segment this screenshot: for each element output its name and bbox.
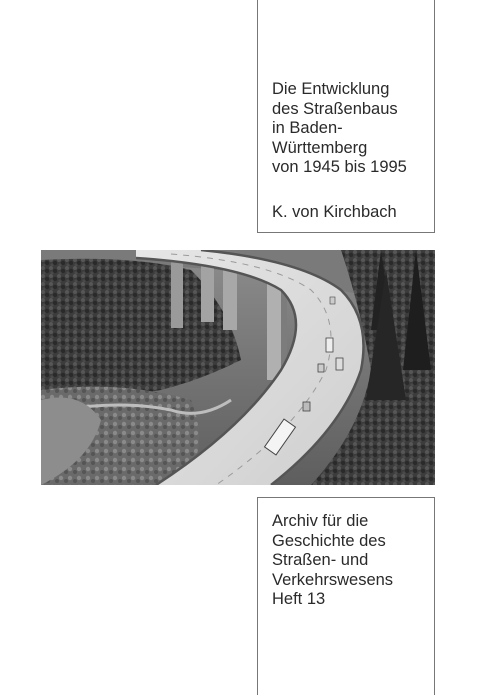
viaduct-photo-illustration <box>41 250 435 485</box>
author-name: K. von Kirchbach <box>272 203 397 221</box>
series-info <box>272 512 393 610</box>
frame-line-bottom-right <box>434 497 435 695</box>
title-line: von 1945 bis 1995 <box>272 158 407 176</box>
series-line: Verkehrswesens <box>272 570 394 589</box>
frame-line-title-bottom <box>257 232 435 233</box>
series-line: Archiv für die <box>272 512 369 530</box>
series-line: Geschichte des <box>272 531 386 550</box>
frame-line-bottom-left <box>257 497 258 695</box>
title-line: Die Entwicklung <box>272 80 390 98</box>
title-line: des Straßenbaus <box>272 99 398 118</box>
book-title <box>272 80 452 178</box>
cover-photo-viaduct <box>41 250 435 485</box>
series-line: Heft 13 <box>272 590 326 608</box>
title-line: in Baden- <box>272 119 343 137</box>
frame-line-top-left <box>257 0 258 233</box>
title-line: Württemberg <box>272 138 368 157</box>
frame-line-series-top <box>257 497 435 498</box>
series-line: Straßen- und <box>272 551 369 569</box>
